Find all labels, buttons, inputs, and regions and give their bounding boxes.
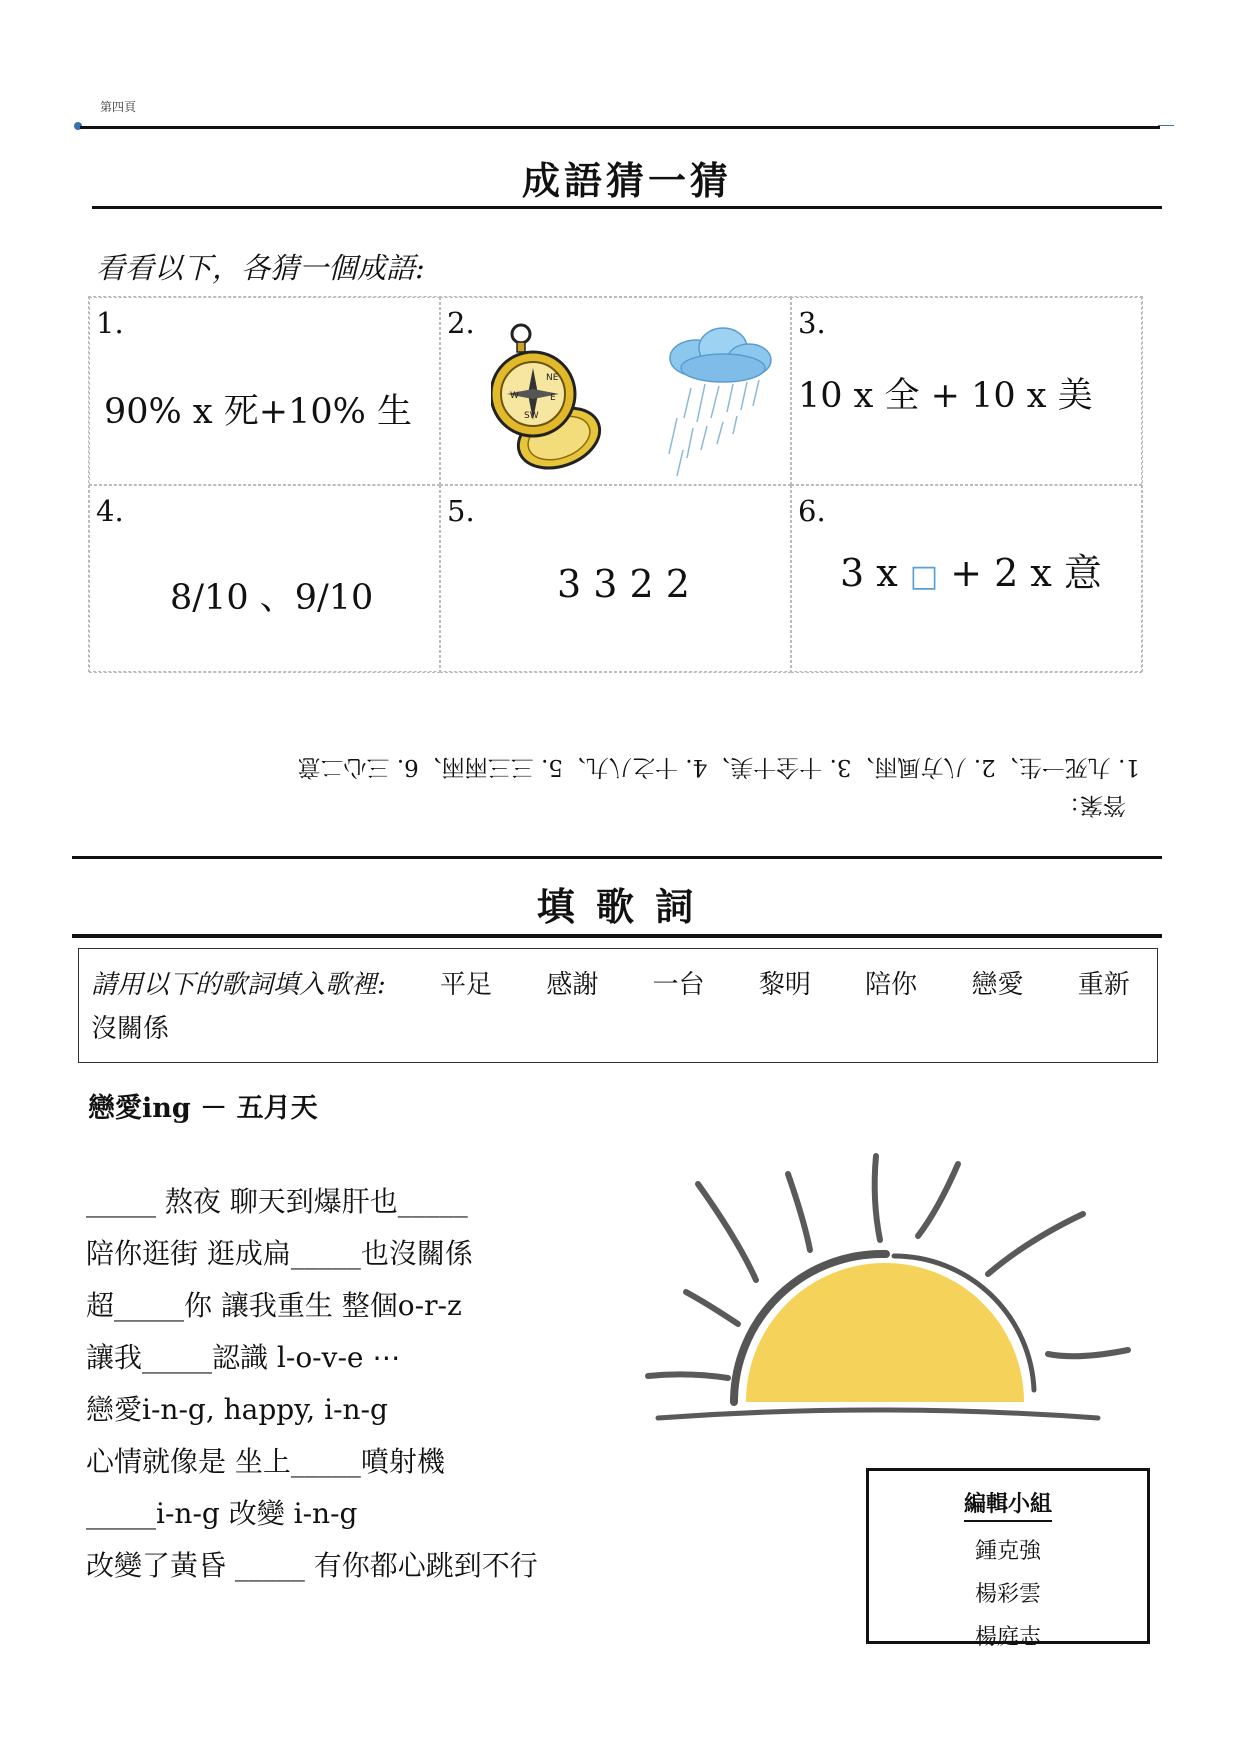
lyrics-title-rule bbox=[72, 934, 1162, 938]
word-bank-item: 感謝 bbox=[546, 970, 599, 1000]
header-rule-tail bbox=[1158, 125, 1174, 126]
word-bank bbox=[78, 948, 1158, 1063]
lyrics-title: 填 歌 詞 bbox=[536, 884, 698, 929]
compass-icon bbox=[491, 325, 608, 479]
lyric-line: 改變了黃昏 _____ 有你都心跳到不行 bbox=[86, 1549, 538, 1582]
word-bank-item: 戀愛 bbox=[971, 970, 1024, 1000]
editor-name: 鍾克強 bbox=[974, 1539, 1041, 1564]
idiom-cell-4 bbox=[89, 485, 440, 673]
word-bank-item: 平足 bbox=[440, 970, 493, 1000]
answer-text: 1. 九死一生、2. 八方風雨、3. 十全十美、4. 十之八九、5. 三三兩兩、6. 三心二意 bbox=[297, 754, 1140, 780]
idiom-cell-2 bbox=[440, 297, 791, 485]
idiom-clue: 10 x 全 + 10 x 美 bbox=[798, 376, 1093, 416]
lyric-line: 超_____你 讓我重生 整個o-r-z bbox=[86, 1289, 462, 1322]
idiom-clue-part: + 2 x 意 bbox=[950, 551, 1102, 595]
editors-box bbox=[866, 1468, 1150, 1650]
lyric-line: 讓我_____認識 l-o-v-e ⋯ bbox=[86, 1341, 401, 1374]
idiom-cell-5 bbox=[440, 485, 791, 673]
idiom-number: 6. bbox=[798, 494, 826, 528]
idiom-number: 3. bbox=[798, 306, 826, 340]
sunrise-icon bbox=[628, 1140, 1148, 1430]
rain-cloud-icon bbox=[669, 328, 771, 476]
lyrics-top-rule bbox=[72, 856, 1162, 859]
word-bank-instruction: 請用以下的歌詞填入歌裡: bbox=[91, 970, 386, 1000]
header-rule bbox=[80, 126, 1160, 129]
word-bank-item: 黎明 bbox=[758, 970, 811, 1000]
editors-title: 編輯小組 bbox=[964, 1487, 1052, 1522]
editor-name: 楊庭志 bbox=[974, 1625, 1041, 1650]
svg-text:SW: SW bbox=[524, 411, 539, 421]
word-bank-item: 重新 bbox=[1077, 970, 1130, 1000]
idiom-number: 1. bbox=[96, 306, 124, 340]
word-bank-item: 陪你 bbox=[865, 970, 918, 1000]
idiom-cell-1 bbox=[89, 297, 440, 485]
svg-text:W: W bbox=[510, 391, 519, 401]
svg-text:E: E bbox=[550, 393, 556, 403]
lyric-line: 心情就像是 坐上_____噴射機 bbox=[86, 1445, 445, 1478]
lyric-line: _____ 熬夜 聊天到爆肝也_____ bbox=[86, 1185, 468, 1218]
compass-rain-picture bbox=[491, 318, 781, 480]
editor-name: 楊彩雲 bbox=[974, 1582, 1041, 1607]
page-label: 第四頁 bbox=[100, 100, 137, 114]
idiom-clue-part: 3 x bbox=[840, 551, 898, 595]
idioms-grid bbox=[88, 296, 1143, 672]
idioms-title-rule bbox=[92, 206, 1162, 209]
idiom-number: 2. bbox=[447, 306, 475, 340]
lyric-line: _____i-n-g 改變 i-n-g bbox=[86, 1497, 358, 1530]
idiom-cell-3 bbox=[791, 297, 1142, 485]
idiom-clue bbox=[840, 542, 1102, 597]
idiom-clue: 8/10 、9/10 bbox=[170, 578, 374, 618]
missing-glyph-icon: □ bbox=[909, 559, 939, 594]
word-bank-item: 一台 bbox=[652, 970, 705, 1000]
svg-text:NE: NE bbox=[546, 373, 559, 383]
lyric-line: 戀愛i-n-g, happy, i-n-g bbox=[86, 1393, 388, 1426]
song-title: 戀愛ing － 五月天 bbox=[88, 1093, 318, 1124]
lyric-line: 陪你逛街 逛成扁_____也沒關係 bbox=[86, 1237, 473, 1270]
idioms-instruction: 看看以下，各猜一個成語: bbox=[96, 251, 425, 285]
idiom-number: 5. bbox=[447, 494, 475, 528]
idiom-clue: 90% x 死+10% 生 bbox=[104, 392, 413, 432]
answer-key bbox=[260, 752, 1140, 824]
idiom-clue: 3 3 2 2 bbox=[557, 562, 690, 606]
idiom-number: 4. bbox=[96, 494, 124, 528]
lyrics-body bbox=[86, 1176, 538, 1592]
answer-label: 答案： bbox=[1057, 792, 1126, 818]
word-bank-item: 沒關係 bbox=[91, 1014, 170, 1044]
idiom-cell-6 bbox=[791, 485, 1142, 673]
idioms-title: 成語猜一猜 bbox=[521, 158, 732, 203]
